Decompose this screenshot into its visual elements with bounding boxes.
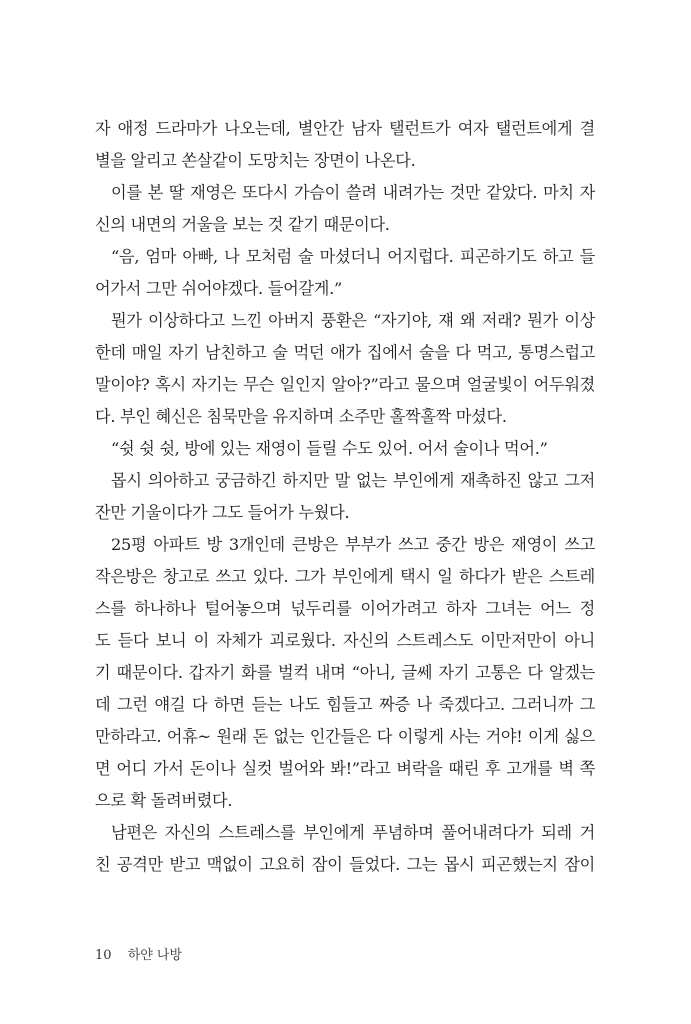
text-line: 어가서 그만 쉬어야겠다. 들어갈게.” [95, 279, 342, 298]
page-footer [95, 944, 182, 963]
text-line: 한데 매일 자기 남친하고 술 먹던 애가 집에서 술을 다 먹고, 통명스럽고 [95, 343, 595, 362]
text-line: 몹시 의아하고 궁금하긴 하지만 말 없는 부인에게 재촉하진 않고 그저 [111, 471, 595, 490]
text-line: 데 그런 얘길 다 하면 듣는 나도 힘들고 짜증 나 죽겠다고. 그러니까 그 [95, 695, 595, 714]
text-line: 25평 아파트 방 3개인데 큰방은 부부가 쓰고 중간 방은 재영이 쓰고 [111, 535, 595, 554]
text-line: 다. 부인 혜신은 침묵만을 유지하며 소주만 홀짝홀짝 마셨다. [95, 407, 507, 426]
text-line: 신의 내면의 거울을 보는 것 같기 때문이다. [95, 215, 390, 234]
text-line: 면 어디 가서 돈이나 실컷 벌어와 봐!”라고 벼락을 때린 후 고개를 벽 쪽 [95, 759, 595, 778]
text-line: 남편은 자신의 스트레스를 부인에게 푸념하며 풀어내려다가 되레 거 [111, 823, 595, 842]
text-line: 만하라고. 어휴~ 원래 돈 없는 인간들은 다 이렇게 사는 거야! 이게 싫으 [95, 727, 595, 746]
text-line: 스를 하나하나 털어놓으며 넋두리를 이어가려고 하자 그녀는 어느 정 [95, 599, 595, 618]
text-line: 뭔가 이상하다고 느낀 아버지 풍환은 “자기야, 쟤 왜 저래? 뭔가 이상 [111, 311, 595, 330]
text-line: “쉿 쉿 쉿, 방에 있는 재영이 들릴 수도 있어. 어서 술이나 먹어.” [111, 439, 548, 458]
text-line: 이를 본 딸 재영은 또다시 가슴이 쓸려 내려가는 것만 같았다. 마치 자 [111, 183, 595, 202]
text-line: 작은방은 창고로 쓰고 있다. 그가 부인에게 택시 일 하다가 받은 스트레 [95, 567, 595, 586]
text-line: 별을 알리고 쏜살같이 도망치는 장면이 나온다. [95, 151, 416, 170]
book-title: 하얀 나방 [127, 948, 183, 963]
text-line: “음, 엄마 아빠, 나 모처럼 술 마셨더니 어지럽다. 피곤하기도 하고 들 [111, 247, 595, 266]
text-line: 으로 확 돌려버렸다. [95, 791, 233, 810]
text-line: 잔만 기울이다가 그도 들어가 누웠다. [95, 503, 350, 522]
text-line: 친 공격만 받고 맥없이 고요히 잠이 들었다. 그는 몹시 피곤했는지 잠이 [95, 855, 595, 874]
text-line: 자 애정 드라마가 나오는데, 별안간 남자 탤런트가 여자 탤런트에게 결 [95, 119, 595, 138]
text-line: 말이야? 혹시 자기는 무슨 일인지 알아?”라고 물으며 얼굴빛이 어두워졌 [95, 375, 595, 394]
text-line: 기 때문이다. 갑자기 화를 벌컥 내며 “아니, 글쎄 자기 고통은 다 알겠는 [95, 663, 595, 682]
page-body [95, 113, 595, 881]
page-number: 10 [95, 948, 112, 963]
text-line: 도 듣다 보니 이 자체가 괴로웠다. 자신의 스트레스도 이만저만이 아니 [95, 631, 595, 650]
